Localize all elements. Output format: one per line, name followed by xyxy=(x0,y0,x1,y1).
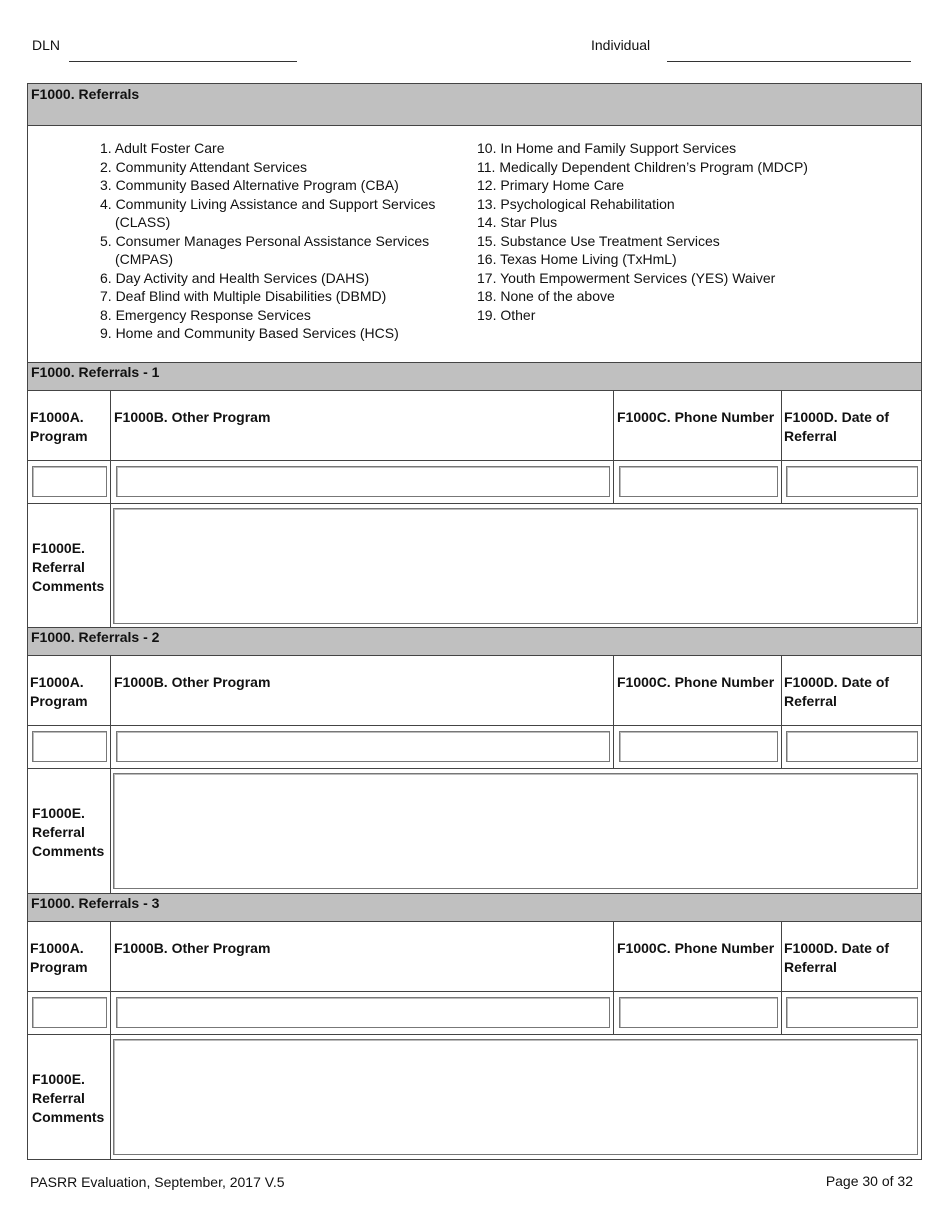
section-title-referral-2: F1000. Referrals - 2 xyxy=(28,628,921,655)
program-item: 11. Medically Dependent Children’s Program (MDCP) xyxy=(477,158,808,175)
footer-page-number: Page 30 of 32 xyxy=(825,1173,913,1189)
program-item: 1. Adult Foster Care xyxy=(100,140,225,156)
referral-comments-label: F1000E. Referral Comments xyxy=(32,540,105,594)
column-divider xyxy=(110,656,111,768)
referral-comments-input[interactable] xyxy=(113,508,918,624)
divider xyxy=(28,655,921,656)
referral-comments-input[interactable] xyxy=(113,773,918,889)
other-program-input[interactable] xyxy=(116,731,610,762)
program-item: 12. Primary Home Care xyxy=(477,177,625,193)
divider xyxy=(28,503,921,504)
column-header-program: F1000A. Program xyxy=(30,674,88,709)
program-item: 14. Star Plus xyxy=(477,214,558,230)
column-header-phone-number: F1000C. Phone Number xyxy=(617,940,775,956)
column-divider xyxy=(613,656,614,768)
dln-label: DLN xyxy=(32,37,61,53)
divider xyxy=(28,725,921,726)
divider xyxy=(28,460,921,461)
divider xyxy=(28,125,921,126)
program-input[interactable] xyxy=(32,997,107,1028)
column-divider xyxy=(613,922,614,1034)
phone-number-input[interactable] xyxy=(619,731,778,762)
program-item: 16. Texas Home Living (TxHmL) xyxy=(477,251,677,267)
date-of-referral-input[interactable] xyxy=(786,466,918,497)
program-item: 6. Day Activity and Health Services (DAHS) xyxy=(100,269,370,286)
column-divider xyxy=(110,504,111,628)
program-item: 19. Other xyxy=(477,306,536,323)
program-item: 4. Community Living Assistance and Support Services (CLASS) xyxy=(100,195,436,230)
other-program-input[interactable] xyxy=(116,997,610,1028)
column-header-program: F1000A. Program xyxy=(30,409,88,444)
program-item: 9. Home and Community Based Services (HCS) xyxy=(100,325,399,341)
program-item: 5. Consumer Manages Personal Assistance Services (CMPAS) xyxy=(100,232,430,267)
column-divider xyxy=(110,922,111,1034)
column-divider xyxy=(781,656,782,768)
program-item: 3. Community Based Alternative Program (CBA) xyxy=(100,177,399,193)
phone-number-input[interactable] xyxy=(619,997,778,1028)
column-divider xyxy=(110,391,111,503)
column-header-program: F1000A. Program xyxy=(30,940,88,975)
dln-field[interactable] xyxy=(69,61,297,62)
column-divider xyxy=(110,769,111,893)
divider xyxy=(28,390,921,391)
divider xyxy=(28,991,921,992)
section-title-referral-3: F1000. Referrals - 3 xyxy=(28,894,921,921)
program-item: 8. Emergency Response Services xyxy=(100,306,311,323)
program-list-right xyxy=(477,139,897,324)
phone-number-input[interactable] xyxy=(619,466,778,497)
program-item: 10. In Home and Family Support Services xyxy=(477,140,737,156)
column-divider xyxy=(781,391,782,503)
program-item: 18. None of the above xyxy=(477,288,615,304)
column-header-date-of-referral: F1000D. Date of Referral xyxy=(784,674,890,709)
column-divider xyxy=(781,922,782,1034)
referral-comments-label: F1000E. Referral Comments xyxy=(32,805,105,859)
section-title-referrals: F1000. Referrals xyxy=(28,84,921,125)
section-title-referral-1: F1000. Referrals - 1 xyxy=(28,363,921,390)
program-list-left xyxy=(100,139,455,343)
date-of-referral-input[interactable] xyxy=(786,731,918,762)
program-item: 7. Deaf Blind with Multiple Disabilities (DBMD) xyxy=(100,288,387,304)
divider xyxy=(28,921,921,922)
column-header-other-program: F1000B. Other Program xyxy=(114,674,271,690)
column-header-phone-number: F1000C. Phone Number xyxy=(617,674,775,690)
column-divider xyxy=(613,391,614,503)
program-item: 2. Community Attendant Services xyxy=(100,158,307,175)
column-header-phone-number: F1000C. Phone Number xyxy=(617,409,775,425)
individual-label: Individual xyxy=(591,37,651,53)
program-item: 15. Substance Use Treatment Services xyxy=(477,232,720,249)
individual-field[interactable] xyxy=(667,61,911,62)
referral-comments-label: F1000E. Referral Comments xyxy=(32,1071,105,1125)
program-item: 13. Psychological Rehabilitation xyxy=(477,195,675,212)
column-header-other-program: F1000B. Other Program xyxy=(114,940,271,956)
program-input[interactable] xyxy=(32,466,107,497)
program-item: 17. Youth Empowerment Services (YES) Waiver xyxy=(477,269,776,286)
column-header-other-program: F1000B. Other Program xyxy=(114,409,271,425)
footer-form-version: PASRR Evaluation, September, 2017 V.5 xyxy=(30,1174,285,1190)
column-header-date-of-referral: F1000D. Date of Referral xyxy=(784,409,890,444)
date-of-referral-input[interactable] xyxy=(786,997,918,1028)
other-program-input[interactable] xyxy=(116,466,610,497)
divider xyxy=(28,1034,921,1035)
divider xyxy=(28,768,921,769)
program-input[interactable] xyxy=(32,731,107,762)
referral-comments-input[interactable] xyxy=(113,1039,918,1155)
column-header-date-of-referral: F1000D. Date of Referral xyxy=(784,940,890,975)
column-divider xyxy=(110,1035,111,1159)
